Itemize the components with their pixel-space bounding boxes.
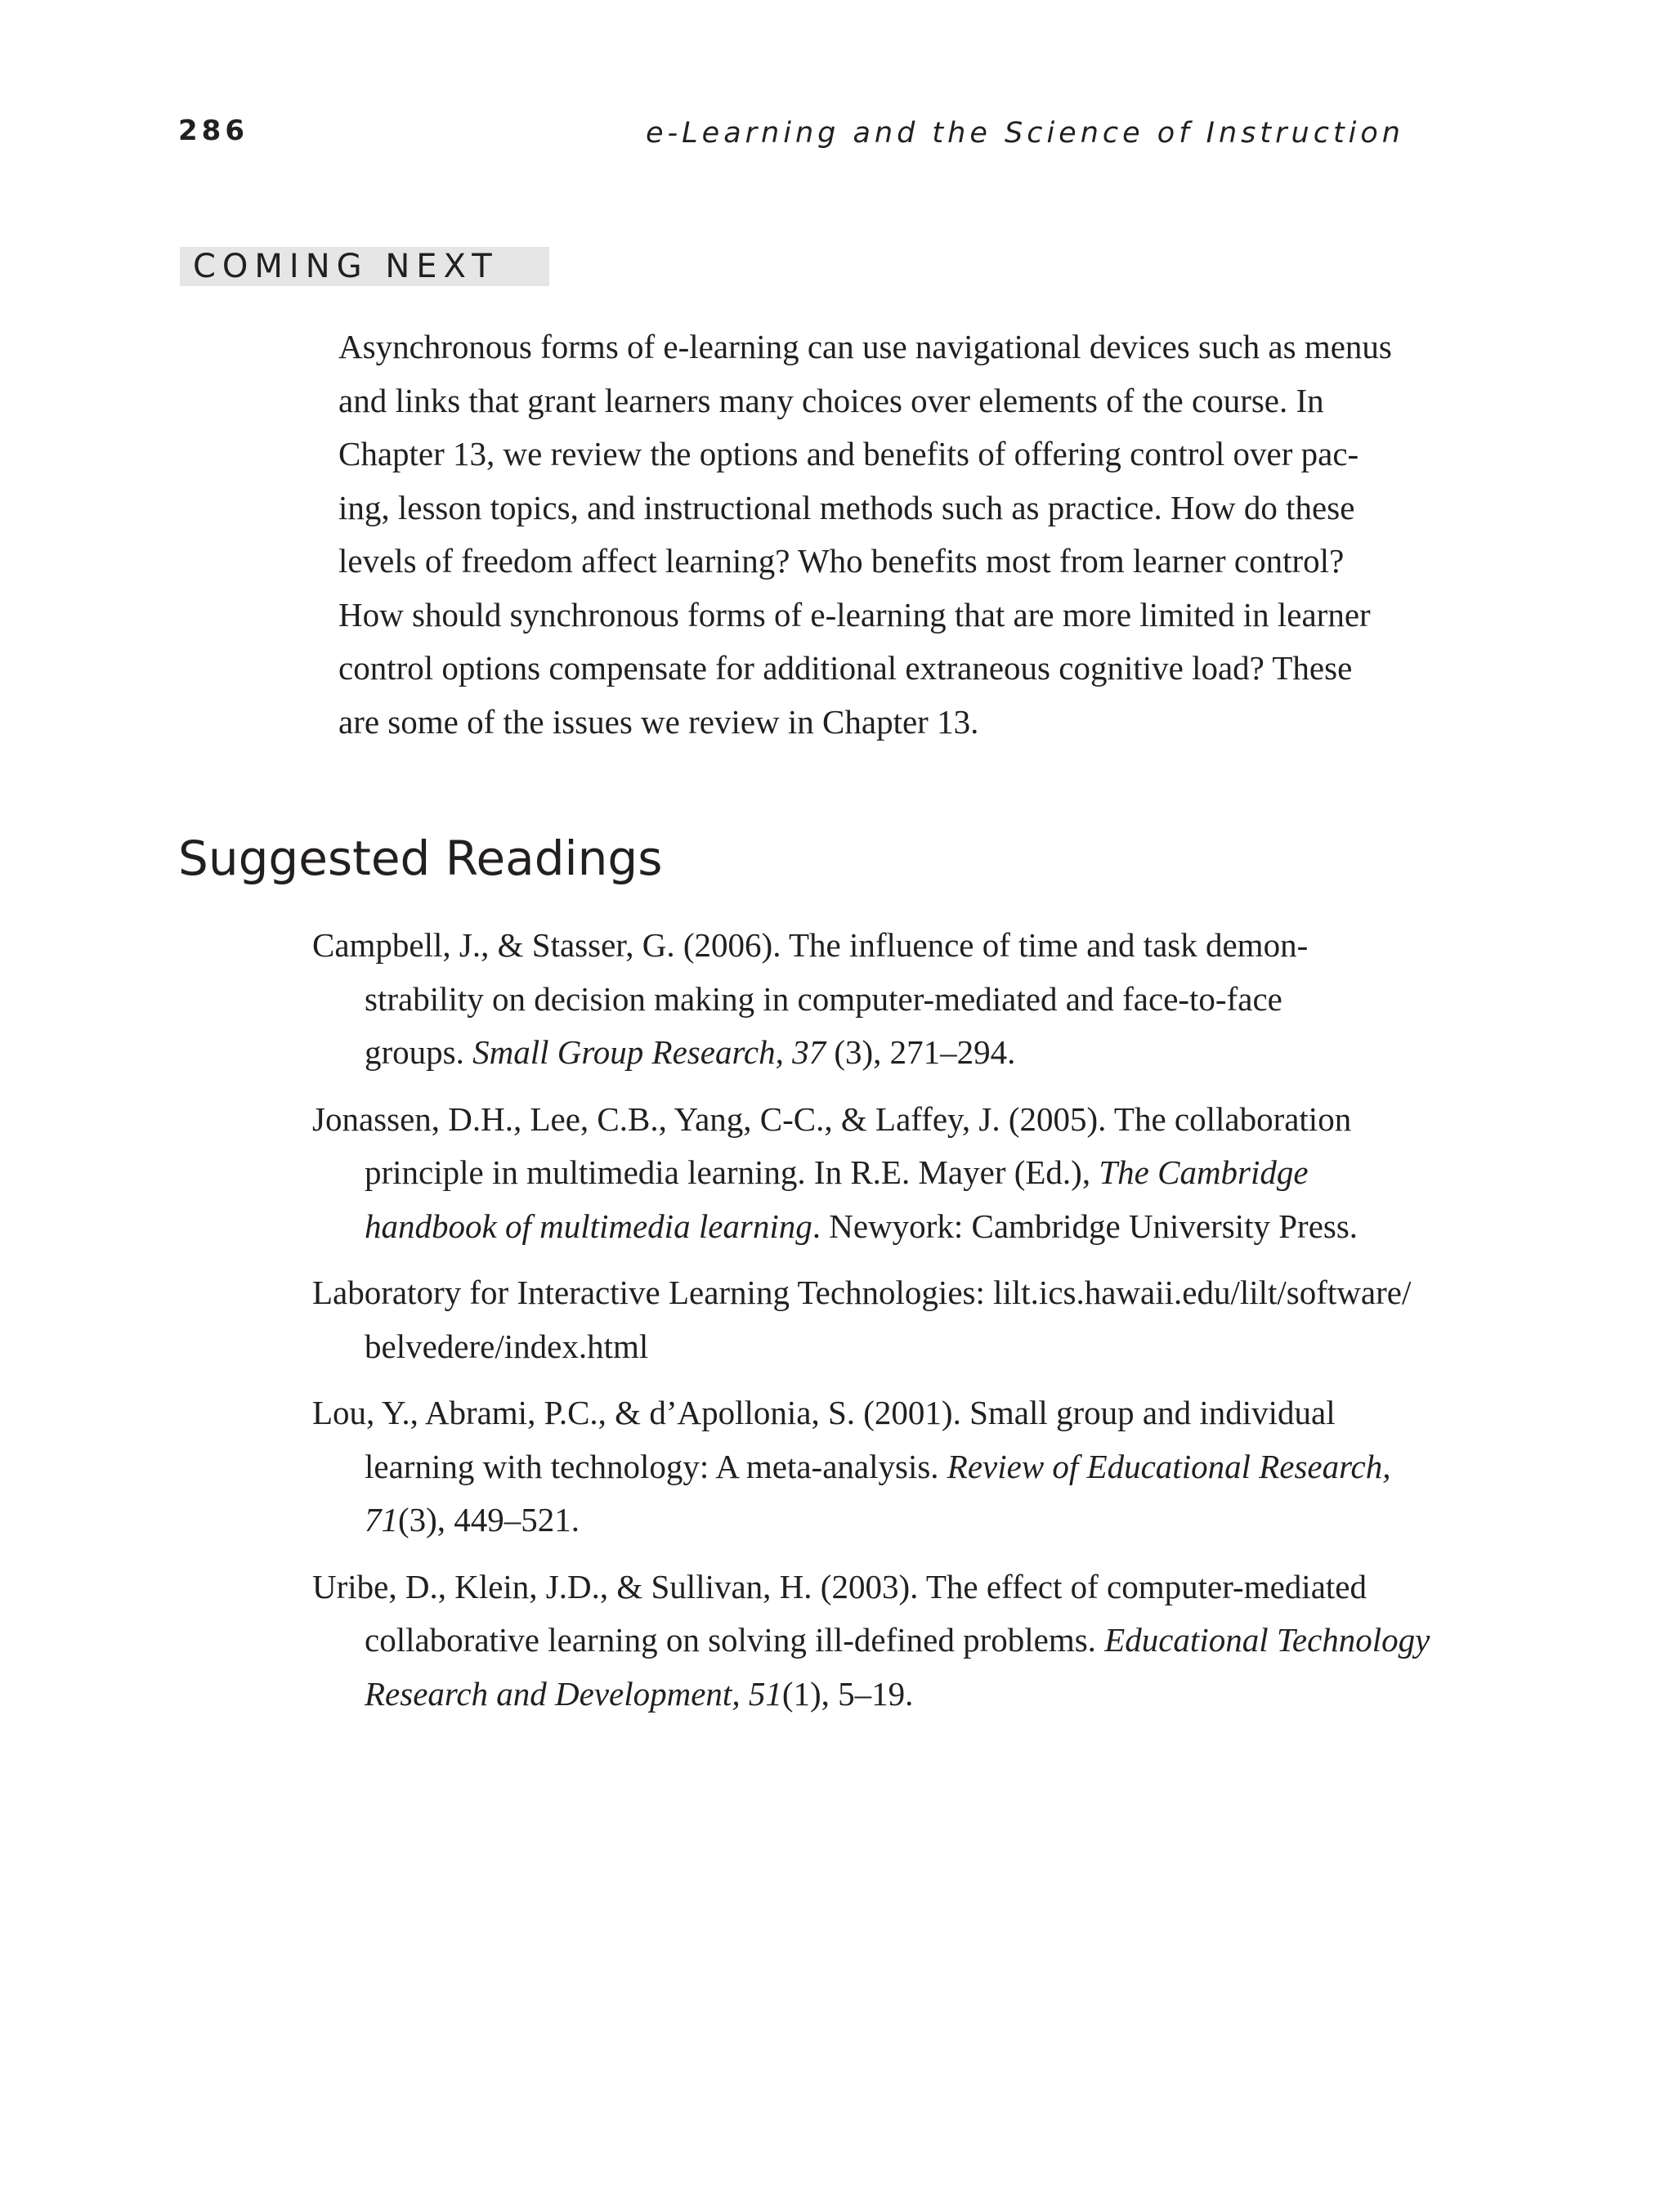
coming-next-paragraph bbox=[338, 320, 1411, 749]
journal-title: Review of Educational Research, bbox=[947, 1447, 1391, 1485]
journal-title: Educational Technology bbox=[1104, 1621, 1430, 1659]
coming-next-label-text: COMING NEXT bbox=[193, 248, 499, 285]
paragraph-line: control options compensate for additional extraneous cognitive load? These bbox=[338, 649, 1353, 687]
reference-text: collaborative learning on solving ill-defined problems. bbox=[365, 1621, 1105, 1659]
coming-next-label bbox=[180, 247, 549, 286]
reference-line bbox=[312, 1668, 1424, 1722]
paragraph-line: How should synchronous forms of e-learning that are more limited in learner bbox=[338, 595, 1371, 634]
page-number: 286 bbox=[178, 114, 248, 147]
reference-line bbox=[312, 1493, 1424, 1547]
reference-line: Laboratory for Interactive Learning Technologies: lilt.ics.hawaii.edu/lilt/software/ bbox=[312, 1274, 1412, 1311]
suggested-readings-heading: Suggested Readings bbox=[178, 831, 663, 886]
book-title: The Cambridge bbox=[1099, 1153, 1309, 1191]
reference-item-jonassen bbox=[312, 1093, 1424, 1254]
reference-line bbox=[312, 1440, 1424, 1494]
paragraph-line: levels of freedom affect learning? Who benefits most from learner control? bbox=[338, 542, 1345, 580]
reference-line: Jonassen, D.H., Lee, C.B., Yang, C-C., & Laffey, J. (2005). The collaboration bbox=[312, 1099, 1352, 1138]
paragraph-line: Chapter 13, we review the options and benefits of offering control over pac- bbox=[338, 435, 1359, 472]
reference-text: learning with technology: A meta-analysis. bbox=[365, 1447, 947, 1485]
journal-title: Research and Development, 51 bbox=[365, 1674, 782, 1713]
reference-item-uribe bbox=[312, 1560, 1430, 1722]
journal-volume: 71 bbox=[365, 1501, 398, 1538]
reference-line: strability on decision making in computer-mediated and face-to-face bbox=[365, 979, 1282, 1018]
reference-text: (3), 271–294. bbox=[826, 1033, 1016, 1071]
running-head: e-Learning and the Science of Instruction bbox=[646, 117, 1404, 150]
journal-title: Small Group Research, 37 bbox=[472, 1033, 826, 1071]
paragraph-line: ing, lesson topics, and instructional methods such as practice. How do these bbox=[338, 488, 1355, 526]
reference-line bbox=[312, 1614, 1430, 1668]
paragraph-line: are some of the issues we review in Chapter 13. bbox=[338, 702, 979, 741]
reference-text: (1), 5–19. bbox=[781, 1674, 914, 1713]
paragraph-line: Asynchronous forms of e-learning can use navigational devices such as menus bbox=[338, 328, 1392, 365]
reference-line: Lou, Y., Abrami, P.C., & d’Apollonia, S. (2001). Small group and individual bbox=[312, 1394, 1336, 1431]
reference-item-lilt bbox=[312, 1266, 1424, 1373]
book-title: handbook of multimedia learning bbox=[365, 1207, 812, 1245]
reference-item-lou bbox=[312, 1386, 1424, 1547]
paragraph-line: and links that grant learners many choices over elements of the course. In bbox=[338, 381, 1324, 419]
reference-line bbox=[312, 1200, 1424, 1254]
reference-text: principle in multimedia learning. In R.E. Mayer (Ed.), bbox=[365, 1153, 1099, 1191]
reference-text: . Newyork: Cambridge University Press. bbox=[812, 1207, 1358, 1245]
reference-text: groups. bbox=[365, 1033, 473, 1071]
reference-line: belvedere/index.html bbox=[365, 1327, 649, 1365]
reference-line bbox=[312, 1146, 1424, 1200]
reference-text: (3), 449–521. bbox=[398, 1501, 580, 1538]
reference-item-campbell bbox=[312, 919, 1424, 1080]
reference-line: Uribe, D., Klein, J.D., & Sullivan, H. (2003). The effect of computer-mediated bbox=[312, 1567, 1367, 1605]
reference-line bbox=[312, 1026, 1424, 1080]
reference-list bbox=[312, 919, 1430, 1734]
reference-line: Campbell, J., & Stasser, G. (2006). The influence of time and task demon- bbox=[312, 926, 1309, 964]
